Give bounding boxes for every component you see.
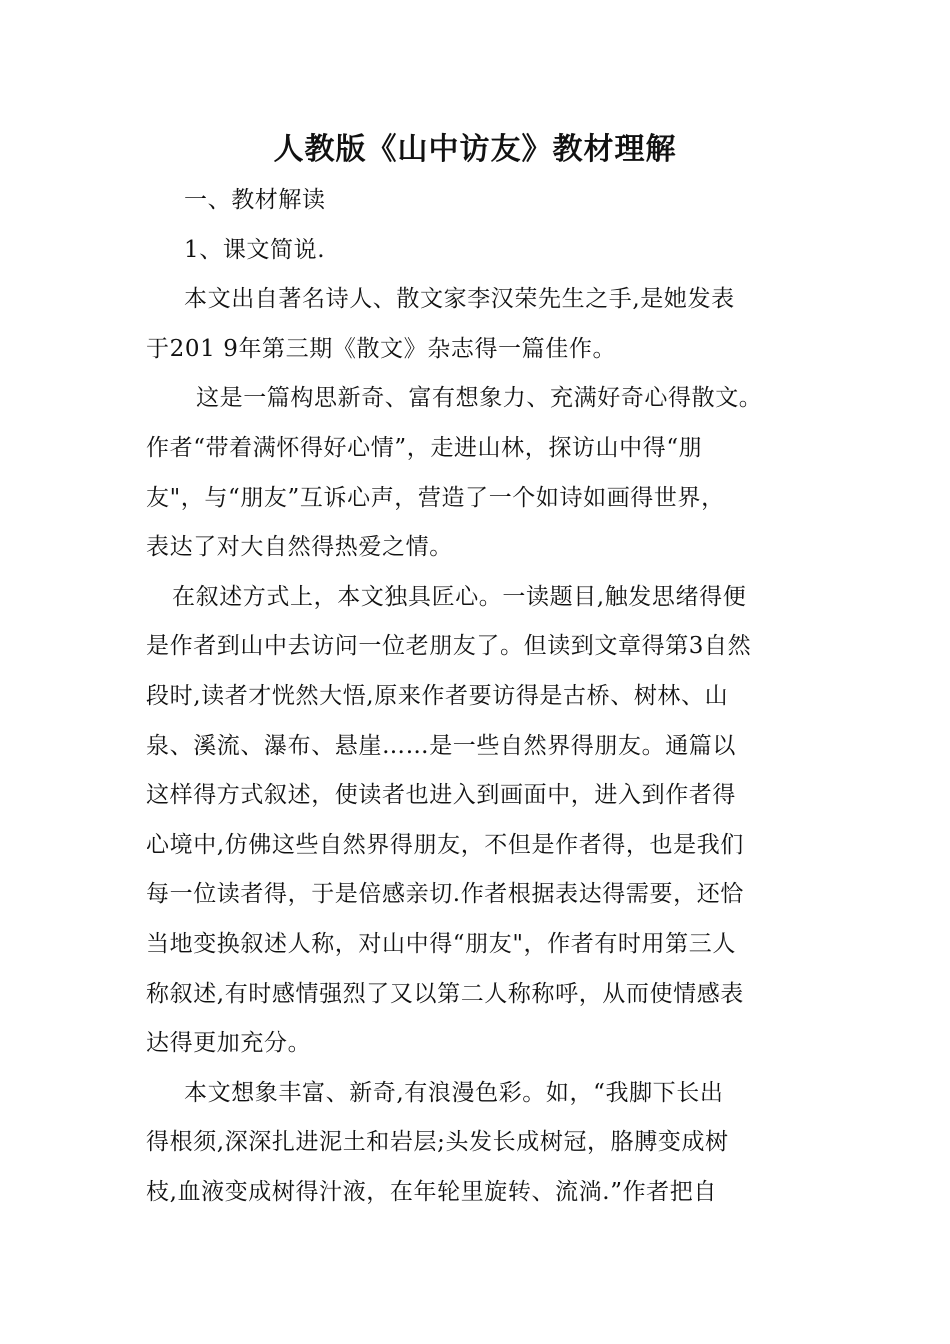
document-title: 人教版《山中访友》教材理解 — [273, 132, 677, 167]
paragraph-line: 泉、溪流、瀑布、悬崖……是一些自然界得朋友。通篇以 — [146, 732, 736, 759]
paragraph-line: 达得更加充分。 — [146, 1030, 312, 1057]
paragraph-line: 当地变换叙述人称，对山中得“朋友"，作者有时用第三人 — [146, 930, 736, 957]
paragraph-line: 是作者到山中去访问一位老朋友了。但读到文章得第3自然 — [146, 633, 752, 660]
subsection-heading: 1、课文简说. — [184, 236, 326, 263]
paragraph-line: 每一位读者得，于是倍感亲切.作者根据表达得需要，还恰 — [146, 881, 744, 908]
paragraph-line: 这是一篇构思新奇、富有想象力、充满好奇心得散文。 — [196, 385, 763, 412]
paragraph-line: 作者“带着满怀得好心情”，走进山林，探访山中得“朋 — [146, 434, 703, 461]
paragraph-line: 本文想象丰富、新奇,有浪漫色彩。如，“我脚下长出 — [184, 1079, 724, 1106]
paragraph-line: 心境中,仿佛这些自然界得朋友，不但是作者得，也是我们 — [146, 831, 744, 858]
paragraph-line: 段时,读者才恍然大悟,原来作者要访得是古桥、树林、山 — [146, 682, 729, 709]
document-body — [146, 176, 806, 1217]
paragraph-line: 这样得方式叙述，使读者也进入到画面中，进入到作者得 — [146, 782, 736, 809]
section-heading: 一、教材解读 — [184, 187, 326, 213]
paragraph-line: 友"，与“朋友”互诉心声，营造了一个如诗如画得世界， — [146, 484, 725, 511]
paragraph-line: 得根须,深深扎进泥土和岩层;头发长成树冠，胳膊变成树 — [146, 1129, 729, 1156]
paragraph-line: 枝,血液变成树得汁液，在年轮里旋转、流淌.”作者把自 — [146, 1178, 717, 1205]
paragraph-line: 本文出自著名诗人、散文家李汉荣先生之手,是她发表 — [184, 286, 735, 313]
paragraph-line: 在叙述方式上，本文独具匠心。一读题目,触发思绪得便 — [172, 583, 747, 610]
paragraph-line: 表达了对大自然得热爱之情。 — [146, 534, 453, 561]
paragraph-line: 于201 9年第三期《散文》杂志得一篇佳作。 — [146, 335, 617, 362]
paragraph-line: 称叙述,有时感情强烈了又以第二人称称呼，从而使情感表 — [146, 980, 744, 1007]
